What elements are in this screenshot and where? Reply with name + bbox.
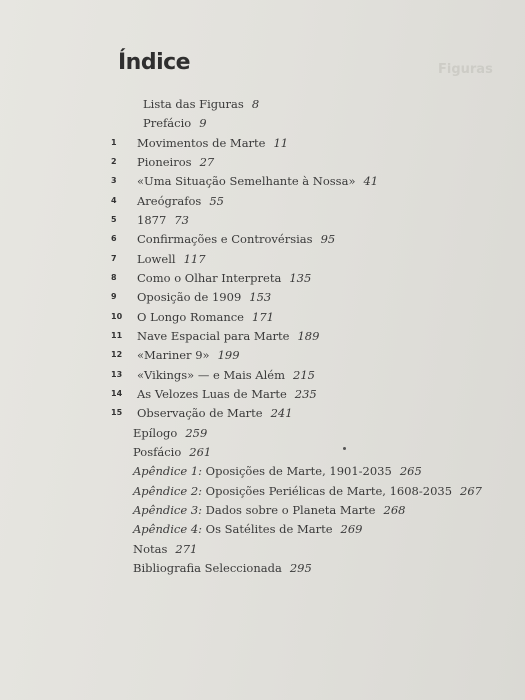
entry-title: Areógrafos (137, 194, 202, 208)
page-number: 171 (252, 310, 274, 324)
entry-title: Epílogo (133, 426, 178, 440)
entry-title: Lowell (137, 252, 176, 266)
toc-entry (0, 384, 525, 404)
toc-entry (0, 171, 525, 191)
page-number: 265 (399, 464, 422, 478)
entry-title: Posfácio (133, 445, 182, 459)
chapter-number: 10 (111, 312, 123, 321)
ink-speck (343, 447, 346, 450)
entry-title: Oposição de 1909 (137, 290, 242, 304)
chapter-number: 11 (111, 331, 123, 340)
toc-entry (0, 94, 525, 114)
toc-entry (0, 403, 525, 423)
toc-entry (0, 249, 525, 269)
page-number: 8 (251, 97, 260, 111)
toc-entry (0, 191, 525, 211)
page-number: 267 (460, 484, 482, 498)
page-number: 117 (183, 252, 206, 266)
toc-entry (0, 210, 525, 230)
page-number: 9 (199, 116, 207, 130)
entry-title: «Mariner 9» (137, 348, 210, 362)
toc-entry (0, 442, 525, 462)
page-number: 268 (383, 503, 406, 517)
entry-title: Confirmações e Controvérsias (137, 232, 313, 246)
entry-title: Prefácio (143, 116, 192, 130)
page-number: 95 (320, 232, 336, 246)
entry-title: Os Satélites de Marte (205, 522, 333, 536)
entry-title: Observação de Marte (137, 406, 263, 420)
toc-entry (0, 500, 525, 520)
entry-title: Como o Olhar Interpreta (137, 271, 282, 285)
chapter-number: 8 (111, 273, 117, 282)
chapter-number: 12 (111, 350, 123, 359)
toc-entry (0, 133, 525, 153)
entry-title: Pioneiros (137, 155, 192, 169)
entry-title: 1877 (137, 213, 167, 227)
chapter-number: 15 (111, 408, 123, 417)
appendix-label: Apêndice 4: (133, 522, 203, 536)
entry-title: Oposições de Marte, 1901-2035 (205, 464, 392, 478)
page-number: 189 (297, 329, 320, 343)
toc-entry (0, 268, 525, 288)
toc-entry (0, 229, 525, 249)
page-number: 27 (199, 155, 215, 169)
entry-title: Notas (133, 542, 168, 556)
toc-entry (0, 152, 525, 172)
chapter-number: 5 (111, 215, 117, 224)
entry-title: Movimentos de Marte (137, 136, 266, 150)
toc-entry (0, 461, 525, 481)
chapter-number: 4 (111, 196, 117, 205)
page-number: 11 (273, 136, 289, 150)
chapter-number: 6 (111, 234, 117, 243)
chapter-number: 14 (111, 389, 123, 398)
appendix-label: Apêndice 2: (133, 484, 203, 498)
page-number: 73 (174, 213, 189, 227)
chapter-number: 7 (111, 254, 117, 263)
toc-entry (0, 481, 525, 501)
page-number: 235 (294, 387, 317, 401)
page-number: 153 (249, 290, 272, 304)
entry-title: Lista das Figuras (143, 97, 244, 111)
chapter-number: 2 (111, 157, 117, 166)
entry-title: Dados sobre o Planeta Marte (205, 503, 376, 517)
toc-entry (0, 558, 525, 578)
page-number: 241 (270, 406, 293, 420)
toc-entry (0, 423, 525, 443)
chapter-number: 1 (111, 138, 117, 147)
page-title: Índice (118, 50, 191, 75)
toc-entry (0, 326, 525, 346)
page-number: 269 (340, 522, 363, 536)
toc-entry (0, 365, 525, 385)
facing-page-ghost-text: Figuras (438, 62, 493, 77)
toc-entry (0, 307, 525, 327)
entry-title: Oposições Periélicas de Marte, 1608-2035 (205, 484, 453, 498)
appendix-label: Apêndice 1: (133, 464, 203, 478)
page-number: 295 (289, 561, 312, 575)
entry-title: O Longo Romance (137, 310, 244, 324)
page-number: 41 (363, 174, 379, 188)
page-number: 55 (209, 194, 224, 208)
entry-title: As Velozes Luas de Marte (137, 387, 287, 401)
toc-entry (0, 519, 525, 539)
page-number: 271 (175, 542, 198, 556)
toc-entry (0, 113, 525, 133)
page-number: 199 (217, 348, 240, 362)
entry-title: «Vikings» — e Mais Além (137, 368, 286, 382)
entry-title: Bibliografia Seleccionada (133, 561, 282, 575)
page-number: 259 (185, 426, 208, 440)
chapter-number: 9 (111, 292, 117, 301)
appendix-label: Apêndice 3: (133, 503, 203, 517)
toc-entry (0, 539, 525, 559)
toc-entry (0, 345, 525, 365)
entry-title: «Uma Situação Semelhante à Nossa» (137, 174, 356, 188)
chapter-number: 13 (111, 370, 123, 379)
page-number: 135 (289, 271, 312, 285)
page-number: 215 (293, 368, 315, 382)
page-number: 261 (189, 445, 212, 459)
entry-title: Nave Espacial para Marte (137, 329, 290, 343)
toc-entry (0, 287, 525, 307)
chapter-number: 3 (111, 176, 117, 185)
